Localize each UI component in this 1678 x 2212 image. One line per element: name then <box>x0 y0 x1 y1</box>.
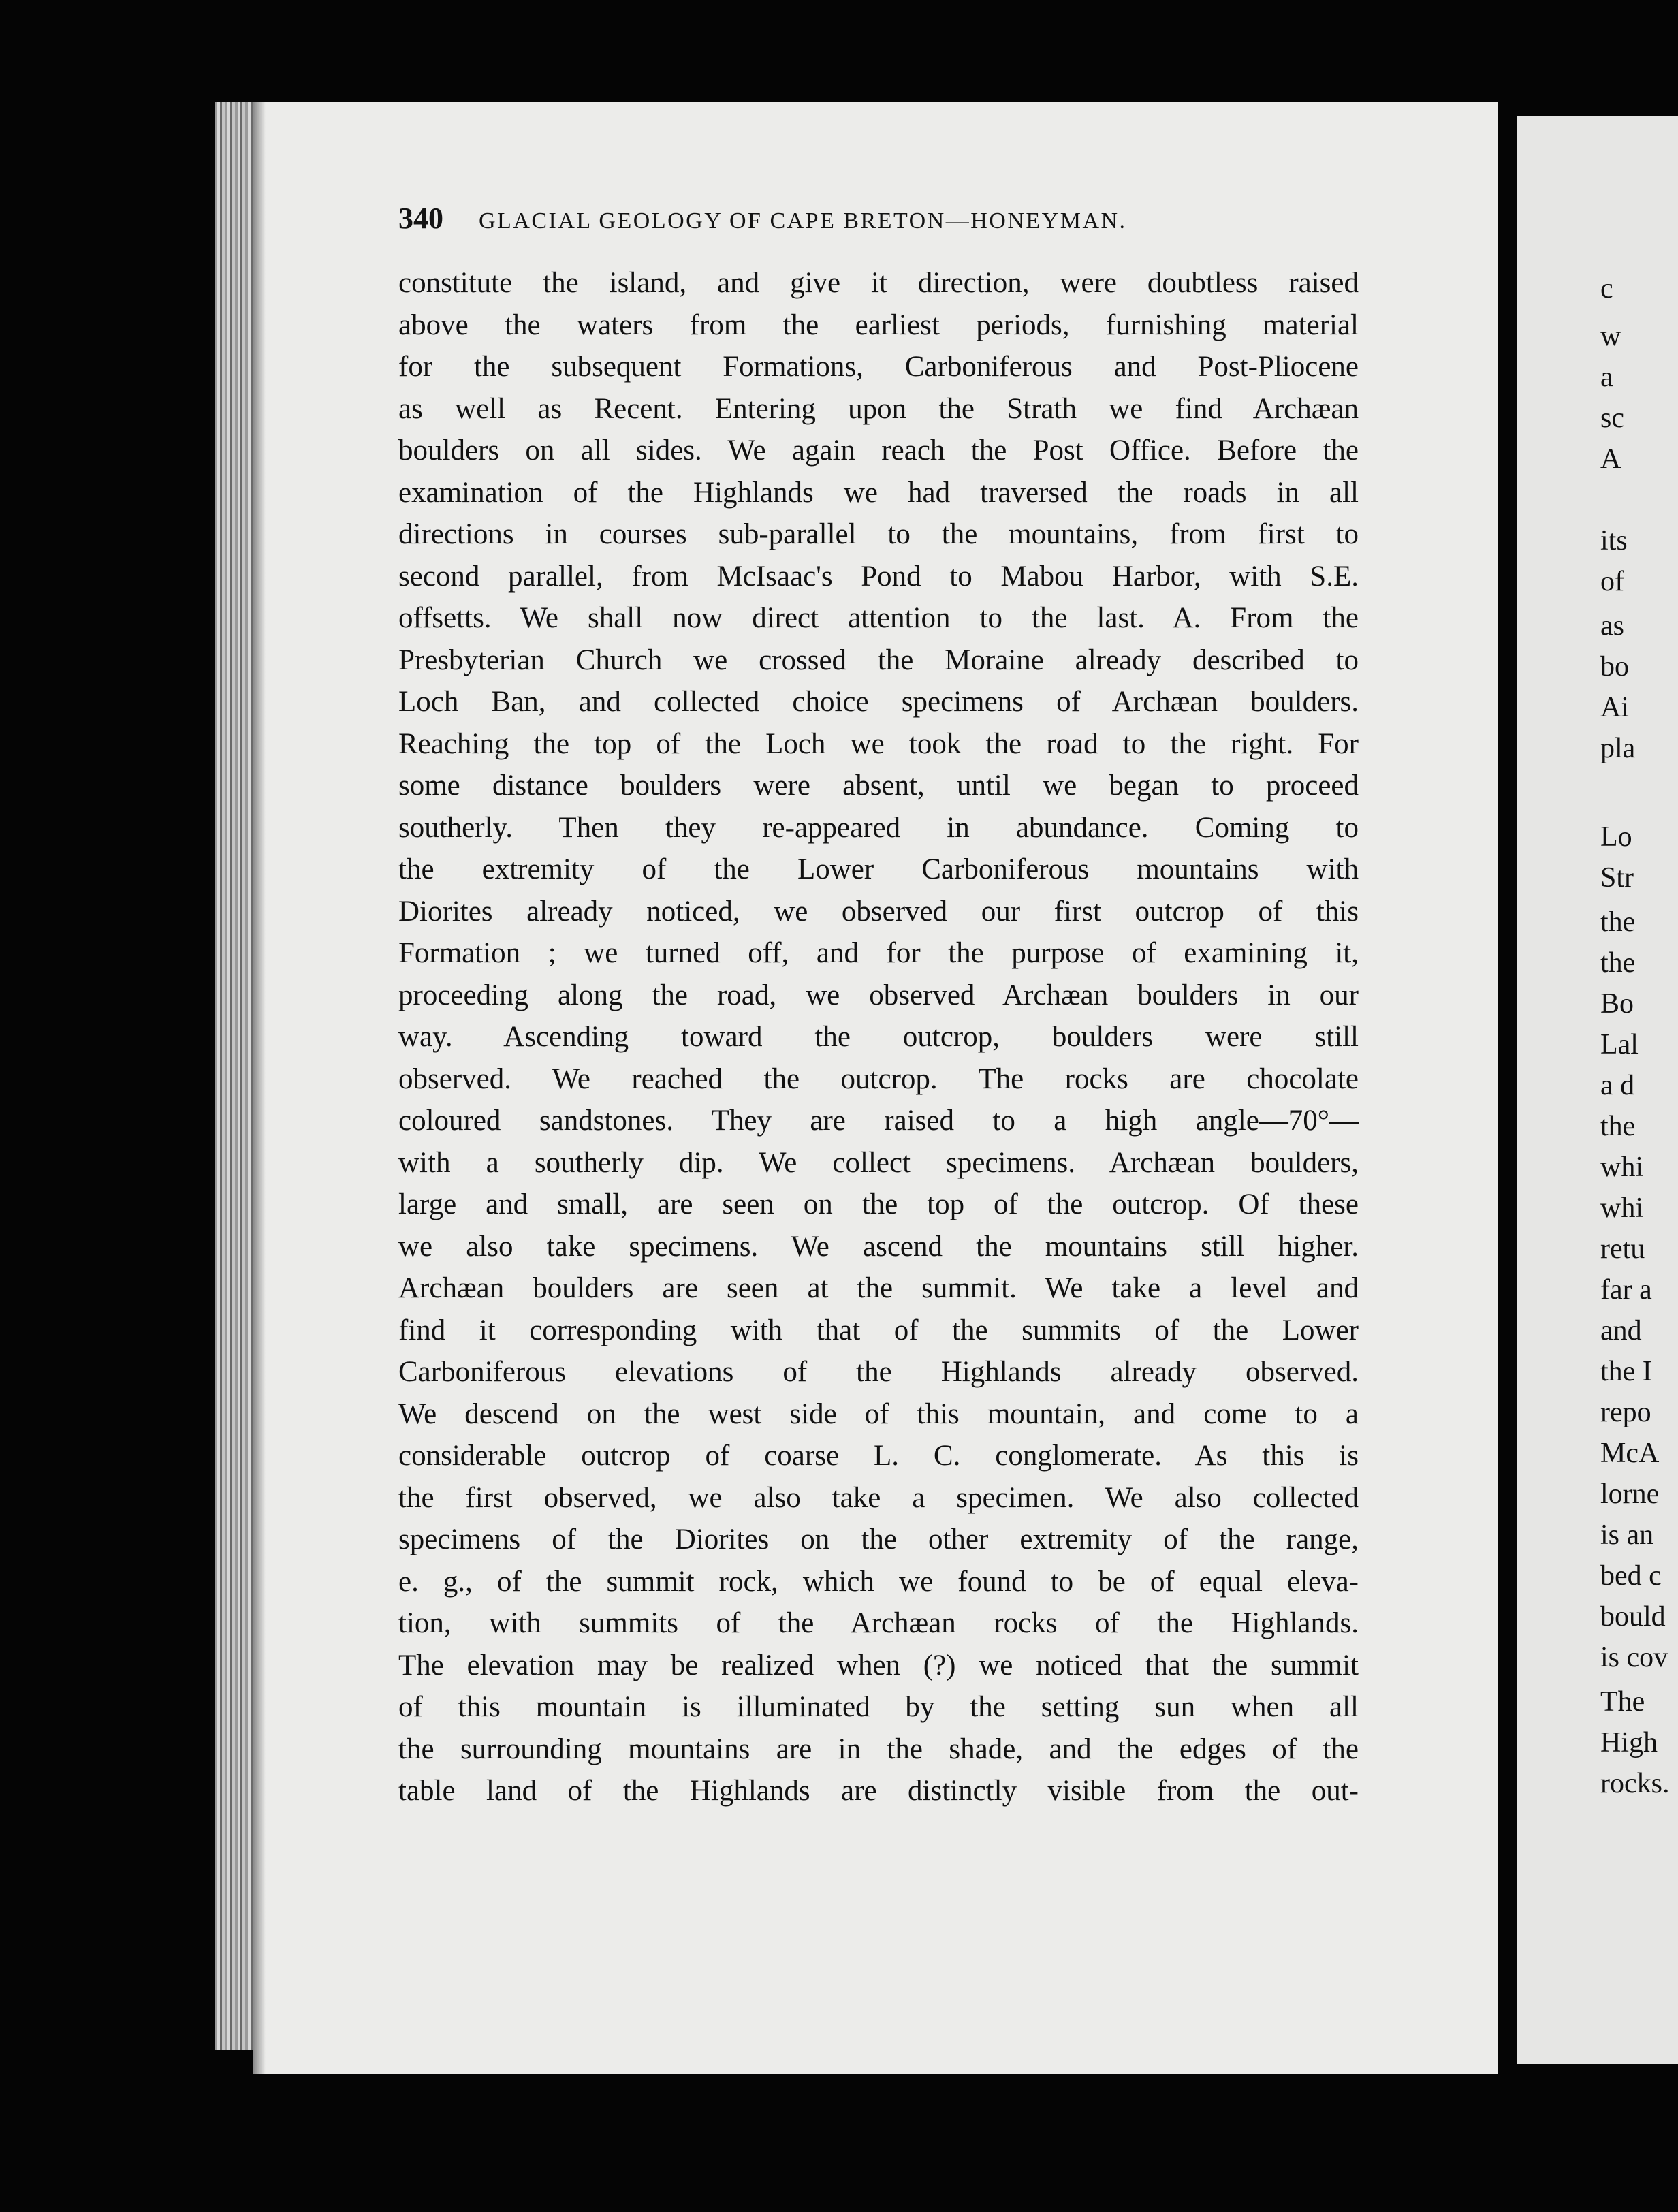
text-line: of this mountain is illuminated by the setting sun when all <box>398 1691 1359 1723</box>
text-line: second parallel, from McIsaac's Pond to Mabou Harbor, with S.E. <box>398 560 1359 592</box>
text-line: the first observed, we also take a specimen. We also collected <box>398 1481 1359 1514</box>
facing-page-fragment: Ai <box>1600 692 1629 723</box>
text-line: observed. We reached the outcrop. The rocks are chocolate <box>398 1062 1359 1095</box>
text-line: directions in courses sub-parallel to the mountains, from first to <box>398 518 1359 550</box>
facing-page-fragment: bo <box>1600 651 1629 682</box>
text-line: examination of the Highlands we had traversed the roads in all <box>398 476 1359 509</box>
text-line: find it corresponding with that of the summits of the Lower <box>398 1314 1359 1346</box>
facing-page-fragment: a d <box>1600 1070 1635 1101</box>
text-line: as well as Recent. Entering upon the Strath we find Archæan <box>398 392 1359 425</box>
text-line: e. g., of the summit rock, which we found to be of equal eleva- <box>398 1565 1359 1598</box>
facing-page-fragment: its <box>1600 525 1628 556</box>
facing-page-fragment: Lal <box>1600 1029 1639 1060</box>
text-line: Archæan boulders are seen at the summit. We take a level and <box>398 1272 1359 1304</box>
text-line: table land of the Highlands are distinctly visible from the out- <box>398 1775 1359 1807</box>
facing-page-fragment: bed c <box>1600 1560 1662 1592</box>
facing-page-fragment: Lo <box>1600 821 1632 853</box>
facing-page-fragment: the I <box>1600 1356 1652 1387</box>
text-line: boulders on all sides. We again reach the Post Office. Before the <box>398 434 1359 467</box>
facing-page-fragment: as <box>1600 610 1624 642</box>
text-line: southerly. Then they re-appeared in abundance. Coming to <box>398 811 1359 844</box>
body-text <box>398 262 1359 1812</box>
facing-page-fragment: pla <box>1600 733 1636 764</box>
text-line: Diorites already noticed, we observed our first outcrop of this <box>398 895 1359 928</box>
running-head <box>398 201 1365 242</box>
text-line: for the subsequent Formations, Carboniferous and Post-Pliocene <box>398 351 1359 383</box>
text-line: large and small, are seen on the top of the outcrop. Of these <box>398 1188 1359 1220</box>
text-line: Reaching the top of the Loch we took the road to the right. For <box>398 727 1359 760</box>
text-line: Loch Ban, and collected choice specimens of Archæan boulders. <box>398 686 1359 718</box>
facing-page-fragment: retu <box>1600 1233 1645 1265</box>
facing-page-fragment: Bo <box>1600 988 1634 1020</box>
facing-page-fragment: and <box>1600 1315 1642 1346</box>
facing-page-fragment: McA <box>1600 1438 1660 1469</box>
facing-page-fragment: whi <box>1600 1192 1643 1224</box>
text-line: coloured sandstones. They are raised to a high angle—70°— <box>398 1105 1359 1137</box>
text-line: considerable outcrop of coarse L. C. conglomerate. As this is <box>398 1440 1359 1472</box>
facing-page-fragment: Str <box>1600 862 1634 894</box>
text-line: we also take specimens. We ascend the mountains still higher. <box>398 1230 1359 1263</box>
facing-page-fragment: lorne <box>1600 1479 1660 1510</box>
running-head-title: GLACIAL GEOLOGY OF CAPE BRETON—HONEYMAN. <box>479 208 1127 234</box>
text-line: the extremity of the Lower Carboniferous mountains with <box>398 853 1359 885</box>
facing-page-fragment: the <box>1600 947 1636 979</box>
page-number: 340 <box>398 202 443 235</box>
text-line: Carboniferous elevations of the Highlands already observed. <box>398 1356 1359 1388</box>
facing-page-fragment: the <box>1600 906 1636 938</box>
facing-page-fragment: repo <box>1600 1397 1651 1428</box>
facing-page-fragment: The <box>1600 1686 1645 1718</box>
facing-page-fragment: the <box>1600 1111 1636 1142</box>
text-line: We descend on the west side of this mountain, and come to a <box>398 1397 1359 1430</box>
gutter-shadow <box>253 102 266 2074</box>
text-line: constitute the island, and give it direction, were doubtless raised <box>398 267 1359 299</box>
facing-page-fragment: bould <box>1600 1601 1666 1632</box>
facing-page-fragment: of <box>1600 566 1624 597</box>
facing-page-fragment: is an <box>1600 1519 1654 1551</box>
facing-page-fragment: whi <box>1600 1152 1643 1183</box>
facing-page-fragment: is cov <box>1600 1642 1668 1673</box>
text-line: way. Ascending toward the outcrop, boulders were still <box>398 1021 1359 1053</box>
text-line: with a southerly dip. We collect specimens. Archæan boulders, <box>398 1146 1359 1179</box>
text-line: some distance boulders were absent, until we began to proceed <box>398 770 1359 802</box>
text-line: offsetts. We shall now direct attention to the last. A. From the <box>398 602 1359 634</box>
facing-page-fragment: w <box>1600 321 1621 352</box>
facing-page-fragment: High <box>1600 1727 1658 1758</box>
facing-page-fragment: sc <box>1600 402 1624 434</box>
facing-page-fragment: c <box>1600 273 1613 304</box>
text-line: Presbyterian Church we crossed the Moraine already described to <box>398 644 1359 676</box>
text-line: Formation ; we turned off, and for the purpose of examining it, <box>398 937 1359 969</box>
text-line: tion, with summits of the Archæan rocks of the Highlands. <box>398 1607 1359 1639</box>
text-line: specimens of the Diorites on the other extremity of the range, <box>398 1523 1359 1555</box>
text-line: The elevation may be realized when (?) we noticed that the summit <box>398 1649 1359 1681</box>
facing-page-fragment: A <box>1600 443 1621 475</box>
facing-page-fragment: a <box>1600 362 1613 393</box>
facing-page-fragment: far a <box>1600 1274 1652 1306</box>
facing-page-fragment: rocks. <box>1600 1768 1670 1799</box>
text-line: above the waters from the earliest periods, furnishing material <box>398 309 1359 341</box>
text-line: the surrounding mountains are in the shade, and the edges of the <box>398 1733 1359 1765</box>
text-line: proceeding along the road, we observed Archæan boulders in our <box>398 979 1359 1011</box>
